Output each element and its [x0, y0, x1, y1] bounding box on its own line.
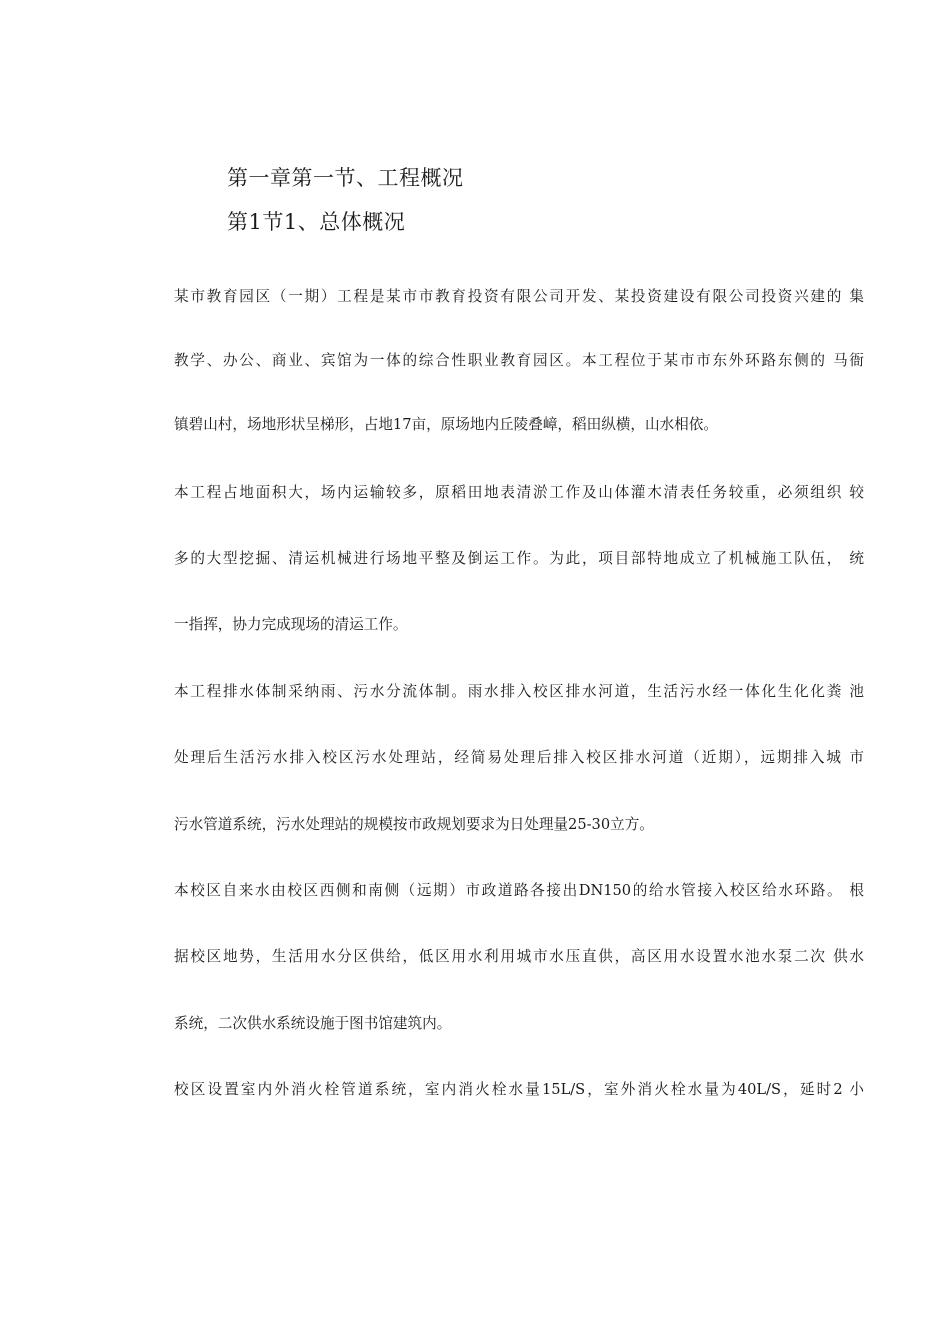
- paragraph-line: 镇碧山村，场地形状呈梯形，占地17亩，原场地内丘陵叠嶂，稻田纵横，山水相依。: [174, 416, 718, 433]
- paragraph-line: 一指挥，协力完成现场的清运工作。: [174, 616, 408, 633]
- paragraph-line: 系统，二次供水系统设施于图书馆建筑内。: [174, 1015, 452, 1032]
- paragraph-line: 本校区自来水由校区西侧和南侧（远期）市政道路各接出DN150的给水管接入校区给水环路。 根: [174, 882, 864, 899]
- paragraph-line: 校区设置室内外消火栓管道系统，室内消火栓水量15L/S，室外消火栓水量为40L/S，延时2 小: [174, 1081, 864, 1098]
- chapter-heading: 第一章第一节、工程概况: [227, 166, 464, 190]
- section-heading: 第1节1、总体概况: [227, 210, 406, 234]
- paragraph-line: 多的大型挖掘、清运机械进行场地平整及倒运工作。为此，项目部特地成立了机械施工队伍， 统: [174, 550, 864, 567]
- paragraph-line: 污水管道系统，污水处理站的规模按市政规划要求为日处理量25-30立方。: [174, 816, 654, 833]
- paragraph-line: 处理后生活污水排入校区污水处理站，经简易处理后排入校区排水河道（近期），远期排入城 市: [174, 749, 864, 766]
- paragraph-line: 据校区地势，生活用水分区供给，低区用水利用城市水压直供，高区用水设置水池水泵二次 供水: [174, 948, 864, 965]
- paragraph-line: 本工程排水体制采纳雨、污水分流体制。雨水排入校区排水河道，生活污水经一体化生化化粪 池: [174, 683, 864, 700]
- paragraph-line: 某市教育园区（一期）工程是某市市教育投资有限公司开发、某投资建设有限公司投资兴建的 集: [174, 288, 864, 305]
- paragraph-line: 本工程占地面积大，场内运输较多，原稻田地表清淤工作及山体灌木清表任务较重，必须组织 较: [174, 484, 864, 501]
- paragraph-line: 教学、办公、商业、宾馆为一体的综合性职业教育园区。本工程位于某市市东外环路东侧的 马衙: [174, 352, 864, 369]
